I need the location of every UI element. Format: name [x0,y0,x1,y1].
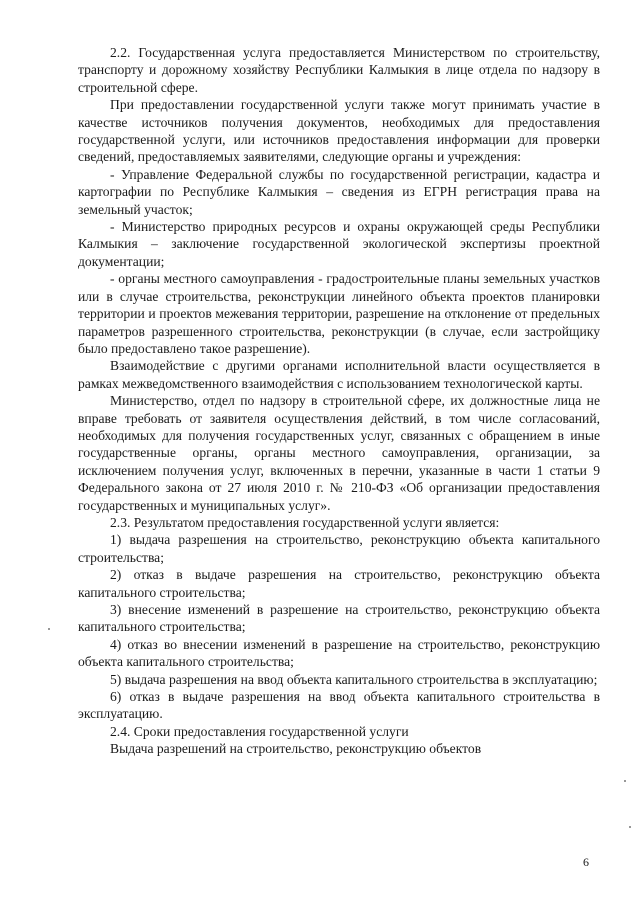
paragraph-2-2: 2.2. Государственная услуга предоставляется Министерством по строительству, транспорту и дорожному хозяйству Республики Калмыкия в лице отдела по надзору в строительной сфере. [78,45,600,95]
scan-speck [629,826,631,828]
result-item-1: 1) выдача разрешения на строительство, реконструкцию объекта капитального строительства; [78,532,600,565]
scan-speck [624,780,626,782]
list-item-local-authorities: - органы местного самоуправления - градостроительные планы земельных участков или в случае строительства, реконструкции линейного объекта проектов планировки территории и проектов межевания территории, разрешение на отклонение от предельных параметров разрешенного строительства, реконструкции (в случае, если застройщику было предоставлено такое разрешение). [78,271,600,356]
result-item-6: 6) отказ в выдаче разрешения на ввод объекта капитального строительства в эксплуатацию. [78,689,600,722]
paragraph-interaction: Взаимодействие с другими органами исполнительной власти осуществляется в рамках межведомственного взаимодействия с использованием технологической карты. [78,358,600,391]
scan-speck [48,628,50,630]
paragraph-participants: При предоставлении государственной услуги также могут принимать участие в качестве источников получения документов, необходимых для предоставления государственной услуги, или источников предоставления информации для проверки сведений, предоставляемых заявителями, следующие органы и учреждения: [78,97,600,165]
result-item-5: 5) выдача разрешения на ввод объекта капитального строительства в эксплуатацию; [110,671,598,687]
paragraph-2-3: 2.3. Результатом предоставления государственной услуги является: [110,514,500,530]
body-text [78,44,600,758]
result-item-4: 4) отказ во внесении изменений в разрешение на строительство, реконструкцию объекта капитального строительства; [78,636,600,670]
result-item-2: 2) отказ в выдаче разрешения на строительство, реконструкцию объекта капитального строительства; [78,567,600,600]
list-item-rosreestr: - Управление Федеральной службы по государственной регистрации, кадастра и картографии по Республике Калмыкия – сведения из ЕГРН регистрация права на земельный участок; [78,166,600,217]
result-item-3: 3) внесение изменений в разрешение на строительство, реконструкцию объекта капитального строительства; [78,602,600,635]
list-item-minprirody: - Министерство природных ресурсов и охраны окружающей среды Республики Калмыкия – заключение государственной экологической экспертизы проектной документации; [78,219,600,269]
page-number: 6 [583,855,589,869]
paragraph-2-4-heading: 2.4. Сроки предоставления государственной услуги [110,723,409,739]
paragraph-restrictions: Министерство, отдел по надзору в строительной сфере, их должностные лица не вправе требовать от заявителя осуществления действий, в том числе согласований, необходимых для получения государственных услуг, связанных с обращением в иные государственные органы, органы местного самоуправления, организации, за исключением получения услуг, включенных в перечни, указанные в части 1 статьи 9 Федерального закона от 27 июля 2010 г. № 210-ФЗ «Об организации предоставления государственных и муниципальных услуг». [78,393,600,513]
paragraph-issuance: Выдача разрешений на строительство, реконструкцию объектов [110,741,482,757]
